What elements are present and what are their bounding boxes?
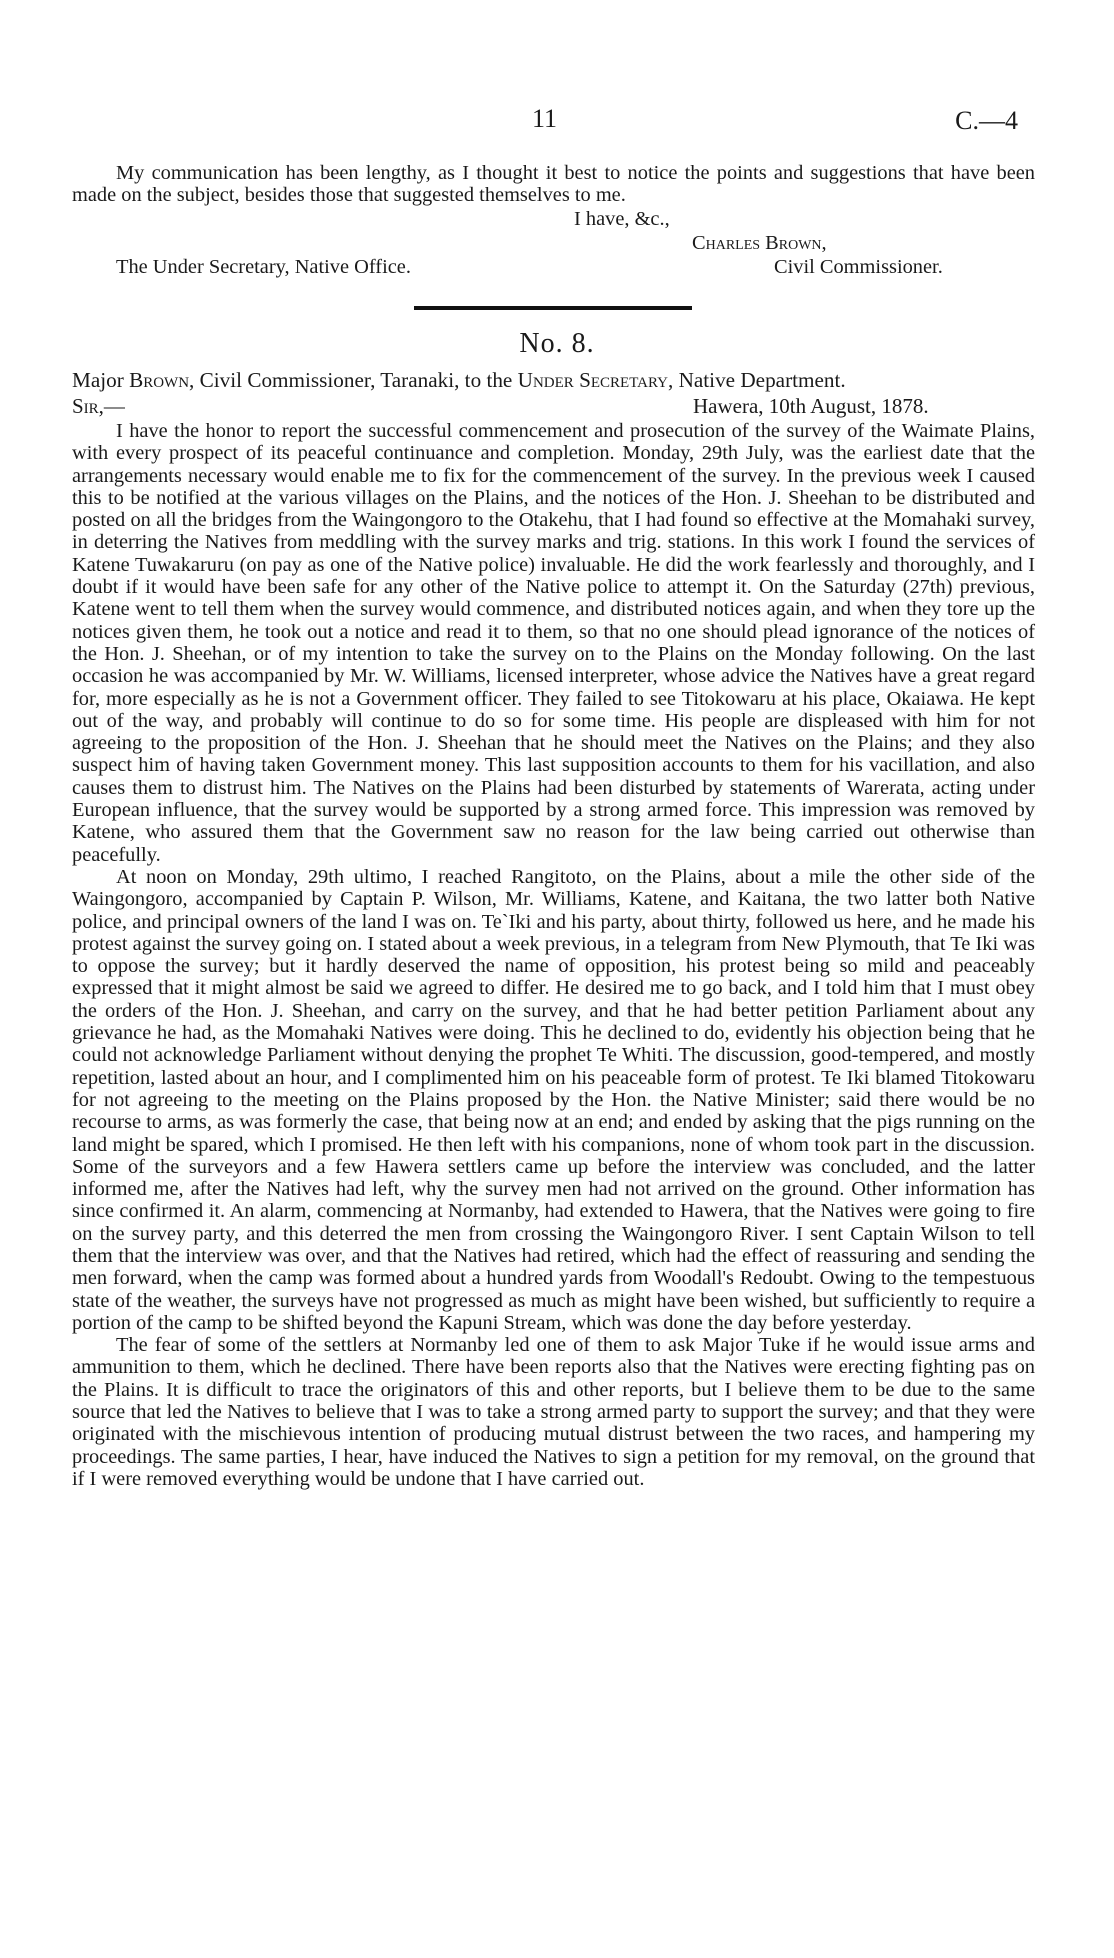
heading-text: Major <box>72 368 130 392</box>
signatory-name: Charles Brown, <box>692 232 827 254</box>
closing-paragraph: My communication has been lengthy, as I thought it best to notice the points and suggestions that have been made on the subject, besides those that suggested themselves to me. <box>72 162 1035 207</box>
letter-heading <box>72 368 1035 392</box>
paper-reference: C.—4 <box>955 106 1018 135</box>
salutation: Sir,— <box>72 394 125 418</box>
heading-sender: Brown <box>129 368 190 392</box>
heading-recipient: Under Secretary <box>517 368 668 392</box>
signatory-title: Civil Commissioner. <box>774 256 943 278</box>
place-date: Hawera, 10th August, 1878. <box>693 394 929 418</box>
letter-number: No. 8. <box>519 328 595 359</box>
complimentary-close: I have, &c., <box>574 208 670 230</box>
body-paragraph: At noon on Monday, 29th ultimo, I reached Rangitoto, on the Plains, about a mile the other side of the Waingongoro, accompanied by Captain P. Wilson, Mr. Williams, Katene, and Kaitana, the two latter both Native police, and principal owners of the land I was on. Te`Iki and his party, about thirty, followed us here, and he made his protest against the survey going on. I stated about a week previous, in a telegram from New Plymouth, that Te Iki was to oppose the survey; but it hardly deserved the name of opposition, his protest being so mild and peaceably expressed that it might almost be said we agreed to differ. He desired me to go back, and I told him that I must obey the orders of the Hon. J. Sheehan, and carry on the survey, and that he had better petition Parliament about any grievance he had, as the Momahaki Natives were doing. This he declined to do, evidently his objection being that he could not acknowledge Parliament without denying the prophet Te Whiti. The discussion, good-tempered, and mostly repetition, lasted about an hour, and I complimented him on his peaceable form of protest. Te Iki blamed Titokowaru for not agreeing to the meeting on the Plains proposed by the Hon. the Native Minister; said there would be no recourse to arms, as was formerly the case, that being now at an end; and ended by asking that the pigs running on the land might be spared, which I promised. He then left with his companions, none of whom took part in the discussion. Some of the surveyors and a few Hawera settlers came up before the interview was concluded, and the latter informed me, after the Natives had left, why the survey men had not arrived on the ground. Other information has since confirmed it. An alarm, commencing at Normanby, had extended to Hawera, that the Natives were going to fire on the survey party, and this deterred the men from crossing the Waingongoro River. I sent Captain Wilson to tell them that the interview was over, and that the Natives had retired, which had the effect of reassuring and sending the men forward, when the camp was formed about a hundred yards from Woodall's Redoubt. Owing to the tempestuous state of the weather, the surveys have not progressed as much as might have been wished, but sufficiently to require a portion of the camp to be shifted beyond the Kapuni Stream, which was done the day before yesterday. <box>72 865 1035 1334</box>
body-paragraph: The fear of some of the settlers at Normanby led one of them to ask Major Tuke if he would issue arms and ammunition to them, which he declined. There have been reports also that the Natives were erecting fighting pas on the Plains. It is difficult to trace the originators of this and other reports, but I believe them to be due to the same source that led the Natives to believe that I was to take a strong armed party to support the survey; and that they were originated with the mischievous intention of producing mutual distrust between the two races, and hampering my proceedings. The same parties, I hear, have induced the Natives to sign a petition for my removal, on the ground that if I were removed everything would be undone that I have carried out. <box>72 1334 1035 1490</box>
page-number: 11 <box>532 104 558 133</box>
letter-body <box>72 420 1035 1490</box>
addressee: The Under Secretary, Native Office. <box>116 256 411 278</box>
body-paragraph: I have the honor to report the successful commencement and prosecution of the survey of the Waimate Plains, with every prospect of its peaceful continuance and completion. Monday, 29th July, was the earliest date that the arrangements necessary would enable me to fix for the commencement of the survey. In the previous week I caused this to be notified at the various villages on the Plains, and the notices of the Hon. J. Sheehan to be distributed and posted on all the bridges from the Waingongoro to the Otakehu, that I had found so effective at the Momahaki survey, in deterring the Natives from meddling with the survey marks and trig. stations. In this work I found the services of Katene Tuwakaruru (on pay as one of the Native police) invaluable. He did the work fearlessly and thoroughly, and I doubt if it would have been safe for any other of the Native police to attempt it. On the Saturday (27th) previous, Katene went to tell them when the survey would commence, and distributed notices again, and when they tore up the notices given them, he took out a notice and read it to them, so that no one should plead ignorance of the notices of the Hon. J. Sheehan, or of my intention to take the survey on to the Plains on the Monday following. On the last occasion he was accompanied by Mr. W. Williams, licensed interpreter, whose advice the Natives have a great regard for, more especially as he is not a Government officer. They failed to see Titokowaru at his place, Okaiawa. He kept out of the way, and probably will continue to do so for some time. His people are displeased with him for not agreeing to the proposition of the Hon. J. Sheehan that he should meet the Natives on the Plains; and they also suspect him of having taken Government money. This last supposition accounts to them for his vacillation, and also causes them to distrust him. The Natives on the Plains had been disturbed by statements of Warerata, acting under European influence, that the survey would be supported by a strong armed force. This impression was removed by Katene, who assured them that the Government saw no reason for the law being carried out otherwise than peacefully. <box>72 420 1035 866</box>
section-divider <box>414 306 692 310</box>
heading-text: , Native Department. <box>668 368 846 392</box>
heading-text: , Civil Commissioner, Taranaki, to the <box>189 368 518 392</box>
